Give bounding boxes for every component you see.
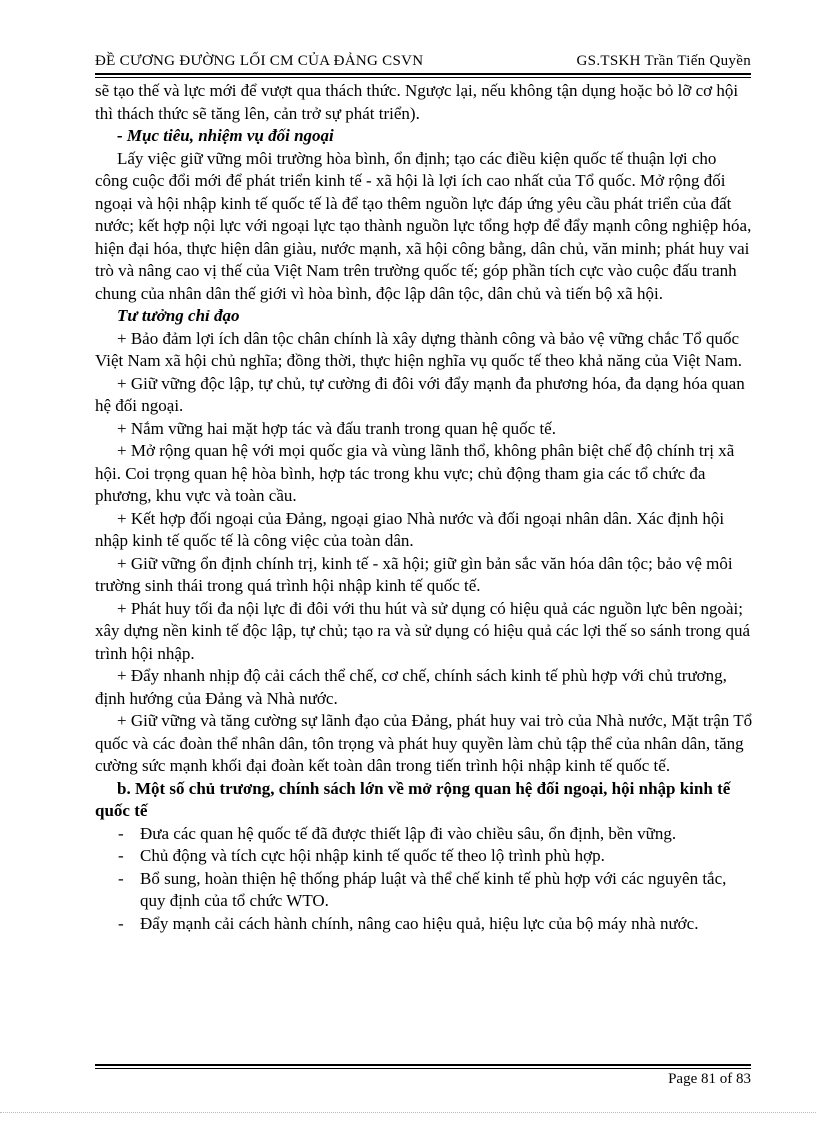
footer-rule (95, 1064, 751, 1066)
section-heading-objectives: - Mục tiêu, nhiệm vụ đối ngoại (117, 126, 334, 145)
dash-item (95, 845, 753, 868)
dash-marker: - (118, 846, 124, 865)
footer-rule-thin (95, 1068, 751, 1069)
list-item: + Nắm vững hai mặt hợp tác và đấu tranh trong quan hệ quốc tế. (117, 418, 556, 438)
page-header (95, 50, 751, 74)
list-item: + Giữ vững độc lập, tự chủ, tự cường đi đôi với đẩy mạnh đa phương hóa, đa dạng hóa quan hệ đối ngoại. (95, 373, 745, 415)
paragraph-continuation: sẽ tạo thế và lực mới để vượt qua thách thức. Ngược lại, nếu không tận dụng hoặc bỏ lỡ cơ hội thì thách thức sẽ tăng lên, cản trở sự phát triển). (95, 81, 739, 123)
dash-item (95, 823, 753, 846)
list-item: + Giữ vững ổn định chính trị, kinh tế - xã hội; giữ gìn bản sắc văn hóa dân tộc; bảo vệ môi trường sinh thái trong quá trình hội nhập kinh tế quốc tế. (95, 553, 733, 595)
dash-item-text: Chủ động và tích cực hội nhập kinh tế quốc tế theo lộ trình phù hợp. (140, 846, 605, 865)
paragraph-objectives: Lấy việc giữ vững môi trường hòa bình, ổn định; tạo các điều kiện quốc tế thuận lợi cho công cuộc đổi mới để phát triển kinh tế - xã hội là lợi ích cao nhất của Tổ quốc. Mở rộng đối ngoại và hội nhập kinh tế quốc tế là để tạo thêm nguồn lực đáp ứng yêu cầu phát triển của đất nước; kết hợp nội lực với ngoại lực tạo thành nguồn lực tổng hợp để đẩy mạnh công nghiệp hóa, hiện đại hóa, thực hiện dân giàu, nước mạnh, xã hội công bằng, dân chủ, văn minh; phát huy vai trò và nâng cao vị thế của Việt Nam trên trường quốc tế; góp phần tích cực vào cuộc đấu tranh chung của nhân dân thế giới vì hòa bình, độc lập dân tộc, dân chủ và tiến bộ xã hội. (95, 148, 752, 303)
list-item: + Đẩy nhanh nhịp độ cải cách thể chế, cơ chế, chính sách kinh tế phù hợp với chủ trương, định hướng của Đảng và Nhà nước. (95, 666, 727, 708)
dash-item (95, 913, 753, 936)
dash-item (95, 868, 753, 913)
header-author: GS.TSKH Trần Tiến Quyền (576, 53, 751, 69)
list-item: + Kết hợp đối ngoại của Đảng, ngoại giao Nhà nước và đối ngoại nhân dân. Xác định hội nhập kinh tế quốc tế là công việc của toàn dân. (95, 508, 725, 550)
page-edge-divider (0, 1112, 816, 1113)
dash-item-text: Đưa các quan hệ quốc tế đã được thiết lập đi vào chiều sâu, ổn định, bền vững. (140, 823, 677, 843)
dash-item-text: Bổ sung, hoàn thiện hệ thống pháp luật và thể chế kinh tế phù hợp với các nguyên tắc, quy định của tổ chức WTO. (140, 868, 727, 910)
list-item: + Bảo đảm lợi ích dân tộc chân chính là xây dựng thành công và bảo vệ vững chắc Tổ quốc Việt Nam xã hội chủ nghĩa; đồng thời, thực hiện nghĩa vụ quốc tế theo khả năng của Việt Nam. (95, 328, 743, 370)
section-heading-guiding-ideas: Tư tưởng chỉ đạo (117, 306, 240, 325)
page-body (95, 80, 753, 935)
dash-item-text: Đẩy mạnh cải cách hành chính, nâng cao hiệu quả, hiệu lực của bộ máy nhà nước. (140, 913, 699, 933)
dash-marker: - (118, 823, 124, 843)
dash-marker: - (118, 868, 124, 888)
section-heading-policies: b. Một số chủ trương, chính sách lớn về mở rộng quan hệ đối ngoại, hội nhập kinh tế quốc tế (95, 778, 731, 820)
header-document-title: ĐỀ CƯƠNG ĐƯỜNG LỐI CM CỦA ĐẢNG CSVN (95, 53, 424, 69)
list-item: + Phát huy tối đa nội lực đi đôi với thu hút và sử dụng có hiệu quả các nguồn lực bên ngoài; xây dựng nền kinh tế độc lập, tự chủ; tạo ra và sử dụng có hiệu quả các lợi thế so sánh trong quá trình hội nhập. (95, 598, 751, 663)
header-rule-thin (95, 77, 751, 78)
list-item: + Mở rộng quan hệ với mọi quốc gia và vùng lãnh thổ, không phân biệt chế độ chính trị xã hội. Coi trọng quan hệ hòa bình, hợp tác trong khu vực; chủ động tham gia các tổ chức đa phương, khu vực và toàn cầu. (95, 441, 735, 505)
list-item: + Giữ vững và tăng cường sự lãnh đạo của Đảng, phát huy vai trò của Nhà nước, Mặt trận Tổ quốc và các đoàn thể nhân dân, tôn trọng và phát huy quyền làm chủ tập thể của nhân dân, tăng cường sức mạnh khối đại đoàn kết toàn dân trong tiến trình hội nhập kinh tế quốc tế. (95, 711, 753, 775)
header-rule (95, 73, 751, 75)
dash-marker: - (118, 913, 124, 933)
page-number: Page 81 of 83 (668, 1071, 751, 1087)
